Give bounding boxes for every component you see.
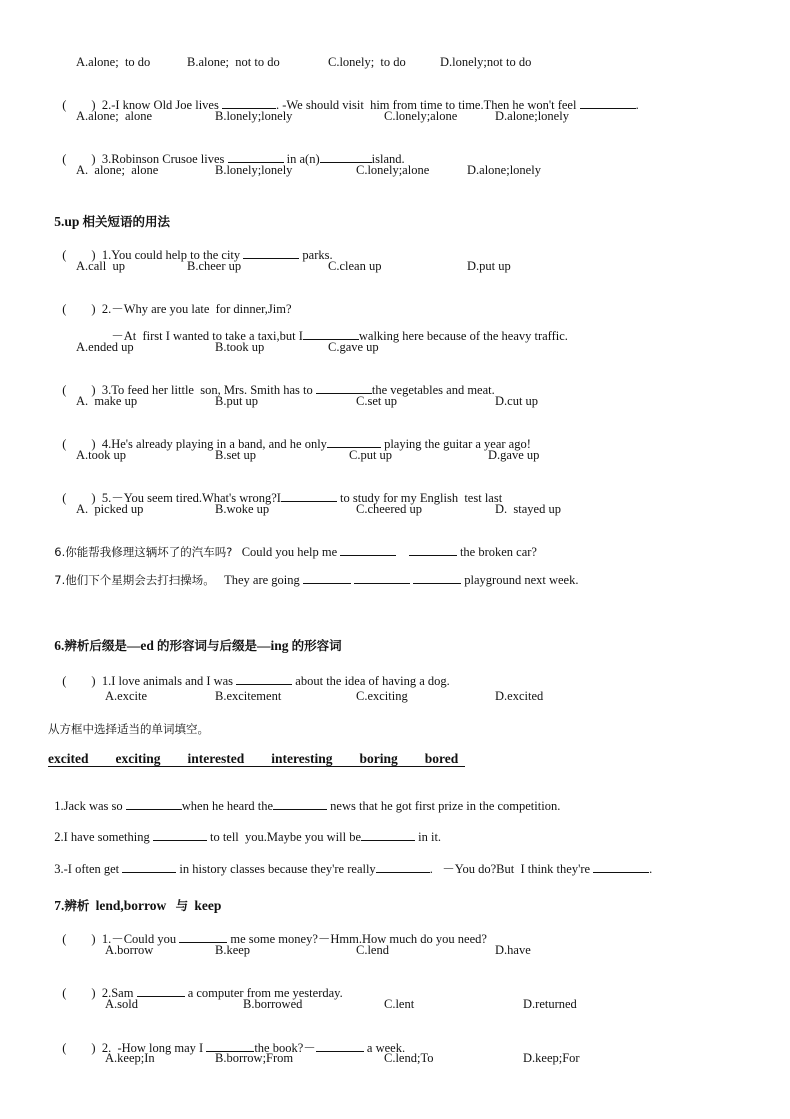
word-bank-item: excited <box>48 751 89 766</box>
question-text: 3.Robinson Crusoe lives <box>101 152 225 166</box>
question-text: 2.-I know Old Joe lives <box>101 98 219 112</box>
option-c[interactable]: C.gave up <box>328 340 379 354</box>
option-d[interactable]: D.cut up <box>495 394 539 408</box>
option-c[interactable]: C.clean up <box>328 259 382 273</box>
question-text: They are going <box>224 573 300 587</box>
question-text: the book?－ <box>254 1041 316 1055</box>
section-title: lend,borrow <box>95 898 167 913</box>
question-line <box>56 420 531 452</box>
section-title: 的形容词 <box>291 638 342 653</box>
option-d[interactable]: D.have <box>495 943 531 957</box>
answer-parentheses[interactable]: ( ) <box>62 98 96 112</box>
option-d[interactable]: D.lonely;not to do <box>440 55 532 69</box>
blank-field[interactable] <box>281 490 337 502</box>
option-a[interactable]: A. make up <box>76 394 138 408</box>
question-text: 2.I have something <box>54 830 150 844</box>
section-number: 7. <box>54 898 65 913</box>
option-b[interactable]: B.excitement <box>215 689 282 703</box>
translation-question <box>48 556 578 588</box>
answer-parentheses[interactable]: ( ) <box>62 1041 96 1055</box>
option-d[interactable]: D.returned <box>523 997 577 1011</box>
blank-field[interactable] <box>303 572 351 584</box>
question-text: me some money?－Hmm.How much do you need? <box>230 932 487 946</box>
option-c[interactable]: C.lonely;alone <box>384 109 458 123</box>
option-b[interactable]: B.borrow;From <box>215 1051 294 1065</box>
option-d[interactable]: D.keep;For <box>523 1051 580 1065</box>
option-a[interactable]: A.call up <box>76 259 125 273</box>
question-text: the broken car? <box>459 545 537 559</box>
question-text: 1.－Could you <box>101 932 177 946</box>
question-text: 5.－You seem tired.What's wrong?I <box>101 491 281 505</box>
chinese-prompt: 7.他们下个星期会去打扫操场。 <box>54 573 215 587</box>
question-text: to tell you.Maybe you will be <box>209 830 361 844</box>
question-text: playground next week. <box>464 573 579 587</box>
question-text: in history classes because they're really <box>179 862 376 876</box>
option-c[interactable]: C.lend <box>356 943 389 957</box>
blank-field[interactable] <box>340 544 396 556</box>
blank-field[interactable] <box>243 247 299 259</box>
section-heading <box>48 198 170 230</box>
section-number: 5.up <box>54 214 80 229</box>
section-heading <box>48 882 221 914</box>
blank-field[interactable] <box>593 861 649 873</box>
option-a[interactable]: A.took up <box>76 448 126 462</box>
blank-field[interactable] <box>580 97 636 109</box>
option-c[interactable]: C.exciting <box>356 689 408 703</box>
question-text: 2.Sam <box>101 986 134 1000</box>
option-c[interactable]: C.lonely;alone <box>356 163 430 177</box>
fill-in-line <box>48 845 652 877</box>
blank-field[interactable] <box>409 544 457 556</box>
blank-field[interactable] <box>376 861 430 873</box>
option-c[interactable]: C.put up <box>349 448 393 462</box>
section-heading <box>48 622 342 654</box>
answer-parentheses[interactable]: ( ) <box>62 248 96 262</box>
question-text: a week. <box>366 1041 406 1055</box>
option-b[interactable]: B.lonely;lonely <box>215 109 293 123</box>
section-title: keep <box>194 898 222 913</box>
fill-in-line <box>48 782 560 814</box>
blank-field[interactable] <box>153 829 207 841</box>
option-b[interactable]: B.put up <box>215 394 259 408</box>
option-a[interactable]: A.keep;In <box>105 1051 155 1065</box>
blank-field[interactable] <box>413 572 461 584</box>
question-text: . －You do?But I think they're <box>429 862 591 876</box>
question-line <box>56 657 450 689</box>
section-title: 相关短语的用法 <box>82 214 171 229</box>
question-text: parks. <box>302 248 333 262</box>
question-text: 1.Jack was so <box>54 799 123 813</box>
section-number: 6. <box>54 638 65 653</box>
word-bank-item: interested <box>187 751 245 766</box>
option-c[interactable]: C.cheered up <box>356 502 422 516</box>
option-b[interactable]: B.took up <box>215 340 265 354</box>
option-b[interactable]: B.keep <box>215 943 251 957</box>
word-bank-item: bored <box>424 751 459 766</box>
question-text: 4.He's already playing in a band, and he only <box>101 437 327 451</box>
question-text: 2. -How long may I <box>101 1041 204 1055</box>
word-bank-item: exciting <box>115 751 161 766</box>
option-d[interactable]: D.alone;lonely <box>467 163 541 177</box>
question-text: the vegetables and meat. <box>371 383 495 397</box>
word-box <box>48 751 465 767</box>
option-d[interactable]: D.gave up <box>488 448 540 462</box>
blank-field[interactable] <box>236 673 292 685</box>
option-d[interactable]: D.alone;lonely <box>495 109 569 123</box>
answer-parentheses[interactable]: ( ) <box>62 932 96 946</box>
option-b[interactable]: B.cheer up <box>187 259 242 273</box>
option-b[interactable]: B.woke up <box>215 502 270 516</box>
option-a[interactable]: A.sold <box>105 997 138 1011</box>
question-text: 1.I love animals and I was <box>101 674 234 688</box>
question-text: in a(n) <box>286 152 320 166</box>
answer-parentheses[interactable]: ( ) <box>62 491 96 505</box>
section-title: 与 <box>175 898 189 913</box>
question-text: Could you help me <box>241 545 338 559</box>
option-a[interactable]: A. alone; alone <box>76 163 159 177</box>
question-text: to study for my English test last <box>340 491 503 505</box>
option-c[interactable]: C.set up <box>356 394 397 408</box>
word-bank-item: interesting <box>271 751 333 766</box>
question-text: . -We should visit him from time to time.Then he won't feel <box>275 98 577 112</box>
answer-parentheses[interactable]: ( ) <box>62 383 96 397</box>
section-title: 辨析 <box>64 898 90 913</box>
answer-parentheses[interactable]: ( ) <box>62 302 96 316</box>
option-a[interactable]: A.excite <box>105 689 147 703</box>
question-text: 2.－Why are you late for dinner,Jim? <box>101 302 292 316</box>
blank-field[interactable] <box>137 985 185 997</box>
question-text: when he heard the <box>181 799 274 813</box>
section-title: —ing <box>257 638 289 653</box>
option-a[interactable]: A.alone; to do <box>76 55 151 69</box>
question-text: 3.-I often get <box>54 862 120 876</box>
option-d[interactable]: D. stayed up <box>495 502 561 516</box>
question-text: about the idea of having a dog. <box>295 674 450 688</box>
option-a[interactable]: A.alone; alone <box>76 109 153 123</box>
section-title: 的形容词与后缀是 <box>157 638 258 653</box>
answer-parentheses[interactable]: ( ) <box>62 437 96 451</box>
option-b[interactable]: B.borrowed <box>243 997 303 1011</box>
option-d[interactable]: D.put up <box>467 259 511 273</box>
question-text: island. <box>371 152 405 166</box>
option-a[interactable]: A.borrow <box>105 943 154 957</box>
chinese-prompt: 6.你能帮我修理这辆坏了的汽车吗? <box>54 545 233 559</box>
section-title: —ed <box>126 638 154 653</box>
question-text: playing the guitar a year ago! <box>384 437 531 451</box>
blank-field[interactable] <box>316 1040 364 1052</box>
option-d[interactable]: D.excited <box>495 689 544 703</box>
question-text: . <box>649 862 653 876</box>
blank-field[interactable] <box>126 798 182 810</box>
option-b[interactable]: B.set up <box>215 448 256 462</box>
option-a[interactable]: A. picked up <box>76 502 144 516</box>
question-text: . <box>635 98 639 112</box>
question-text: news that he got first prize in the competition. <box>330 799 561 813</box>
blank-field[interactable] <box>354 572 410 584</box>
option-c[interactable]: C.lend;To <box>384 1051 434 1065</box>
answer-parentheses[interactable]: ( ) <box>62 986 96 1000</box>
question-text: 1.You could help to the city <box>101 248 241 262</box>
answer-parentheses[interactable]: ( ) <box>62 674 96 688</box>
section-title: 辨析后缀是 <box>64 638 127 653</box>
option-c[interactable]: C.lonely; to do <box>328 55 406 69</box>
option-b[interactable]: B.alone; not to do <box>187 55 280 69</box>
question-text: walking here because of the heavy traffic. <box>358 329 568 343</box>
option-c[interactable]: C.lent <box>384 997 415 1011</box>
blank-field[interactable] <box>361 829 415 841</box>
fill-in-line <box>48 813 441 845</box>
instruction-text: 从方框中选择适当的单词填空。 <box>48 722 209 736</box>
answer-parentheses[interactable]: ( ) <box>62 152 96 166</box>
blank-field[interactable] <box>122 861 176 873</box>
question-text: in it. <box>418 830 442 844</box>
question-text: －At first I wanted to take a taxi,but I <box>111 329 303 343</box>
question-text: 3.To feed her little son, Mrs. Smith has to <box>101 383 313 397</box>
blank-field[interactable] <box>273 798 327 810</box>
question-text: a computer from me yesterday. <box>187 986 343 1000</box>
option-b[interactable]: B.lonely;lonely <box>215 163 293 177</box>
word-bank-item: boring <box>359 751 398 766</box>
option-a[interactable]: A.ended up <box>76 340 134 354</box>
